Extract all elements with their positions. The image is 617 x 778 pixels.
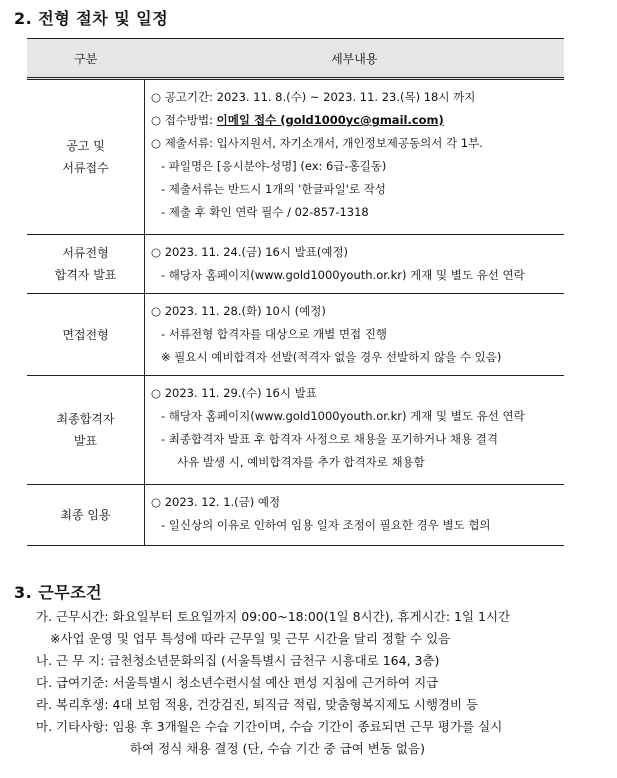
section-3-heading: 3. 근무조건	[14, 583, 103, 602]
row-category: 공고 및 서류접수	[27, 79, 145, 235]
schedule-table	[27, 38, 564, 546]
detail-line: - 해당자 홈페이지(www.gold1000youth.or.kr) 게재 및 별도 유선 연락	[161, 268, 525, 282]
condition-item: 나. 근 무 지: 금천청소년문화의집 (서울특별시 금천구 시흥대로 164, 3층)	[36, 653, 440, 668]
work-conditions-list	[36, 606, 510, 760]
table-row	[27, 376, 564, 485]
row-details	[145, 376, 565, 485]
condition-item: 마. 기타사항: 임용 후 3개월은 수습 기간이며, 수습 기간이 종료되면 근무 평가를 실시	[36, 719, 503, 734]
detail-line: - 일신상의 이유로 인하여 임용 일자 조정이 필요한 경우 별도 협의	[161, 518, 491, 532]
row-category: 면접전형	[27, 294, 145, 376]
table-row	[27, 294, 564, 376]
row-details	[145, 79, 565, 235]
row-details	[145, 235, 565, 294]
detail-line: ○ 2023. 11. 29.(수) 16시 발표	[151, 386, 317, 400]
detail-line: ○ 2023. 11. 28.(화) 10시 (예정)	[151, 304, 326, 318]
detail-line: ○ 2023. 12. 1.(금) 예정	[151, 495, 281, 509]
row-details	[145, 294, 565, 376]
row-category: 최종합격자 발표	[27, 376, 145, 485]
header-details: 세부내용	[145, 39, 565, 79]
table-row	[27, 79, 564, 235]
condition-item: 다. 급여기준: 서울특별시 청소년수련시설 예산 편성 지침에 근거하여 지급	[36, 675, 439, 690]
detail-line: ※ 필요시 예비합격자 선발(적격자 없을 경우 선발하지 않을 수 있음)	[161, 350, 502, 364]
detail-line: - 서류전형 합격자를 대상으로 개별 면접 진행	[161, 327, 388, 341]
detail-line: ○ 공고기간: 2023. 11. 8.(수) ~ 2023. 11. 23.(목) 18시 까지	[151, 90, 476, 104]
detail-line: ○ 제출서류: 입사지원서, 자기소개서, 개인정보제공동의서 각 1부.	[151, 136, 483, 150]
table-row	[27, 485, 564, 546]
detail-line: ○ 2023. 11. 24.(금) 16시 발표(예정)	[151, 245, 349, 259]
detail-line: - 파일명은 [응시분야-성명] (ex: 6급-홍길동)	[161, 159, 387, 173]
condition-item: 가. 근무시간: 화요일부터 토요일까지 09:00~18:00(1일 8시간), 휴게시간: 1일 1시간	[36, 609, 511, 624]
condition-item-continued: 하여 정식 채용 결정 (단, 수습 기간 중 급여 변동 없음)	[130, 741, 425, 756]
detail-line: 사유 발생 시, 예비합격자를 추가 합격자로 채용함	[177, 455, 425, 469]
section-2-heading: 2. 전형 절차 및 일정	[14, 9, 169, 28]
detail-line: - 최종합격자 발표 후 합격자 사정으로 채용을 포기하거나 채용 결격	[161, 432, 498, 446]
condition-item: 라. 복리후생: 4대 보험 적용, 건강검진, 퇴직금 적립, 맞춤형복지제도 시행경비 등	[36, 697, 479, 712]
row-category: 서류전형 합격자 발표	[27, 235, 145, 294]
row-category: 최종 임용	[27, 485, 145, 546]
detail-line: - 제출 후 확인 연락 필수 / 02-857-1318	[161, 205, 369, 219]
table-row	[27, 235, 564, 294]
table-header-row	[27, 39, 564, 79]
condition-note: ※사업 운영 및 업무 특성에 따라 근무일 및 근무 시간을 달리 정할 수 있음	[50, 631, 451, 646]
detail-line-email: ○ 접수방법: 이메일 접수 (gold1000yc@gmail.com)	[151, 113, 444, 127]
row-details	[145, 485, 565, 546]
email-address[interactable]: 이메일 접수 (gold1000yc@gmail.com)	[216, 113, 444, 127]
detail-line: - 해당자 홈페이지(www.gold1000youth.or.kr) 게재 및 별도 유선 연락	[161, 409, 525, 423]
detail-line: - 제출서류는 반드시 1개의 '한글파일'로 작성	[161, 182, 386, 196]
header-category: 구분	[27, 39, 145, 79]
